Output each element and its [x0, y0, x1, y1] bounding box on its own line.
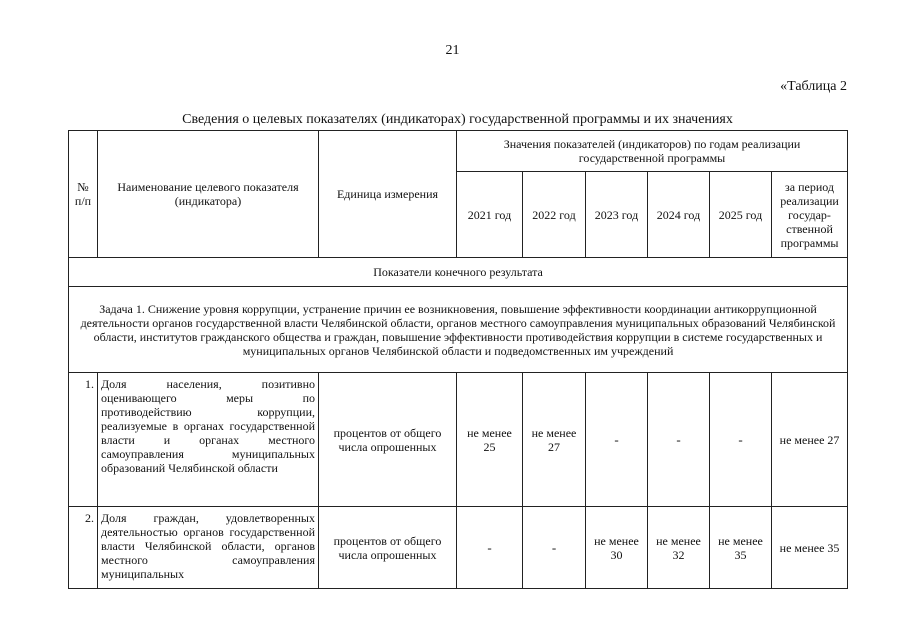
header-values-group: Значения показателей (индикаторов) по годам реализации государственной программы [457, 131, 848, 172]
row-value: - [648, 373, 710, 507]
row-value: не менее 25 [457, 373, 523, 507]
row-value: не менее 27 [523, 373, 586, 507]
table-row [69, 373, 848, 507]
header-year: 2021 год [457, 172, 523, 258]
header-row [69, 131, 848, 172]
task-text: Задача 1. Снижение уровня коррупции, устранение причин ее возникновения, повышение эффективности координации антикоррупционной деятельности органов государственной власти Челябинской области, органов местного самоуправления муниципальных образований Челябинской области, институтов гражданского общества и граждан, повышение эффективности противодействия коррупции в системе государственных и муниципальных органов Челябинской области и подведомственных им учреждений [69, 287, 848, 373]
header-year: 2022 год [523, 172, 586, 258]
row-value: - [710, 373, 772, 507]
row-value: не менее 35 [710, 507, 772, 589]
table-title: Сведения о целевых показателях (индикаторах) государственной программы и их значениях [182, 112, 733, 127]
header-year: 2023 год [586, 172, 648, 258]
row-name-text: Доля граждан, удовлетворенных деятельностью органов государственной власти Челябинской области, органов местного самоуправления муниципальных [101, 511, 315, 581]
header-period: за период реализации государ-ственной программы [772, 172, 848, 258]
indicators-table [68, 130, 848, 589]
row-period: не менее 35 [772, 507, 848, 589]
row-value: - [457, 507, 523, 589]
row-value: - [523, 507, 586, 589]
row-name: Доля населения, позитивно оценивающего меры по противодействию коррупции, реализуемые в органах государственной власти и органах местного самоуправления муниципальных образований Челябинской области [98, 373, 319, 507]
section-row [69, 258, 848, 287]
header-year: 2025 год [710, 172, 772, 258]
row-value: не менее 32 [648, 507, 710, 589]
row-value: - [586, 373, 648, 507]
row-period: не менее 27 [772, 373, 848, 507]
row-unit: процентов от общего числа опрошенных [319, 373, 457, 507]
row-num: 2. [69, 507, 98, 589]
row-name [98, 507, 319, 589]
task-row [69, 287, 848, 373]
table-caption: «Таблица 2 [780, 79, 847, 94]
row-num: 1. [69, 373, 98, 507]
header-year: 2024 год [648, 172, 710, 258]
section-title: Показатели конечного результата [69, 258, 848, 287]
row-value: не менее 30 [586, 507, 648, 589]
header-unit: Единица измерения [319, 131, 457, 258]
page-number: 21 [445, 43, 460, 58]
row-unit: процентов от общего числа опрошенных [319, 507, 457, 589]
table-row [69, 507, 848, 589]
header-num: № п/п [69, 131, 98, 258]
header-name: Наименование целевого показателя (индикатора) [98, 131, 319, 258]
